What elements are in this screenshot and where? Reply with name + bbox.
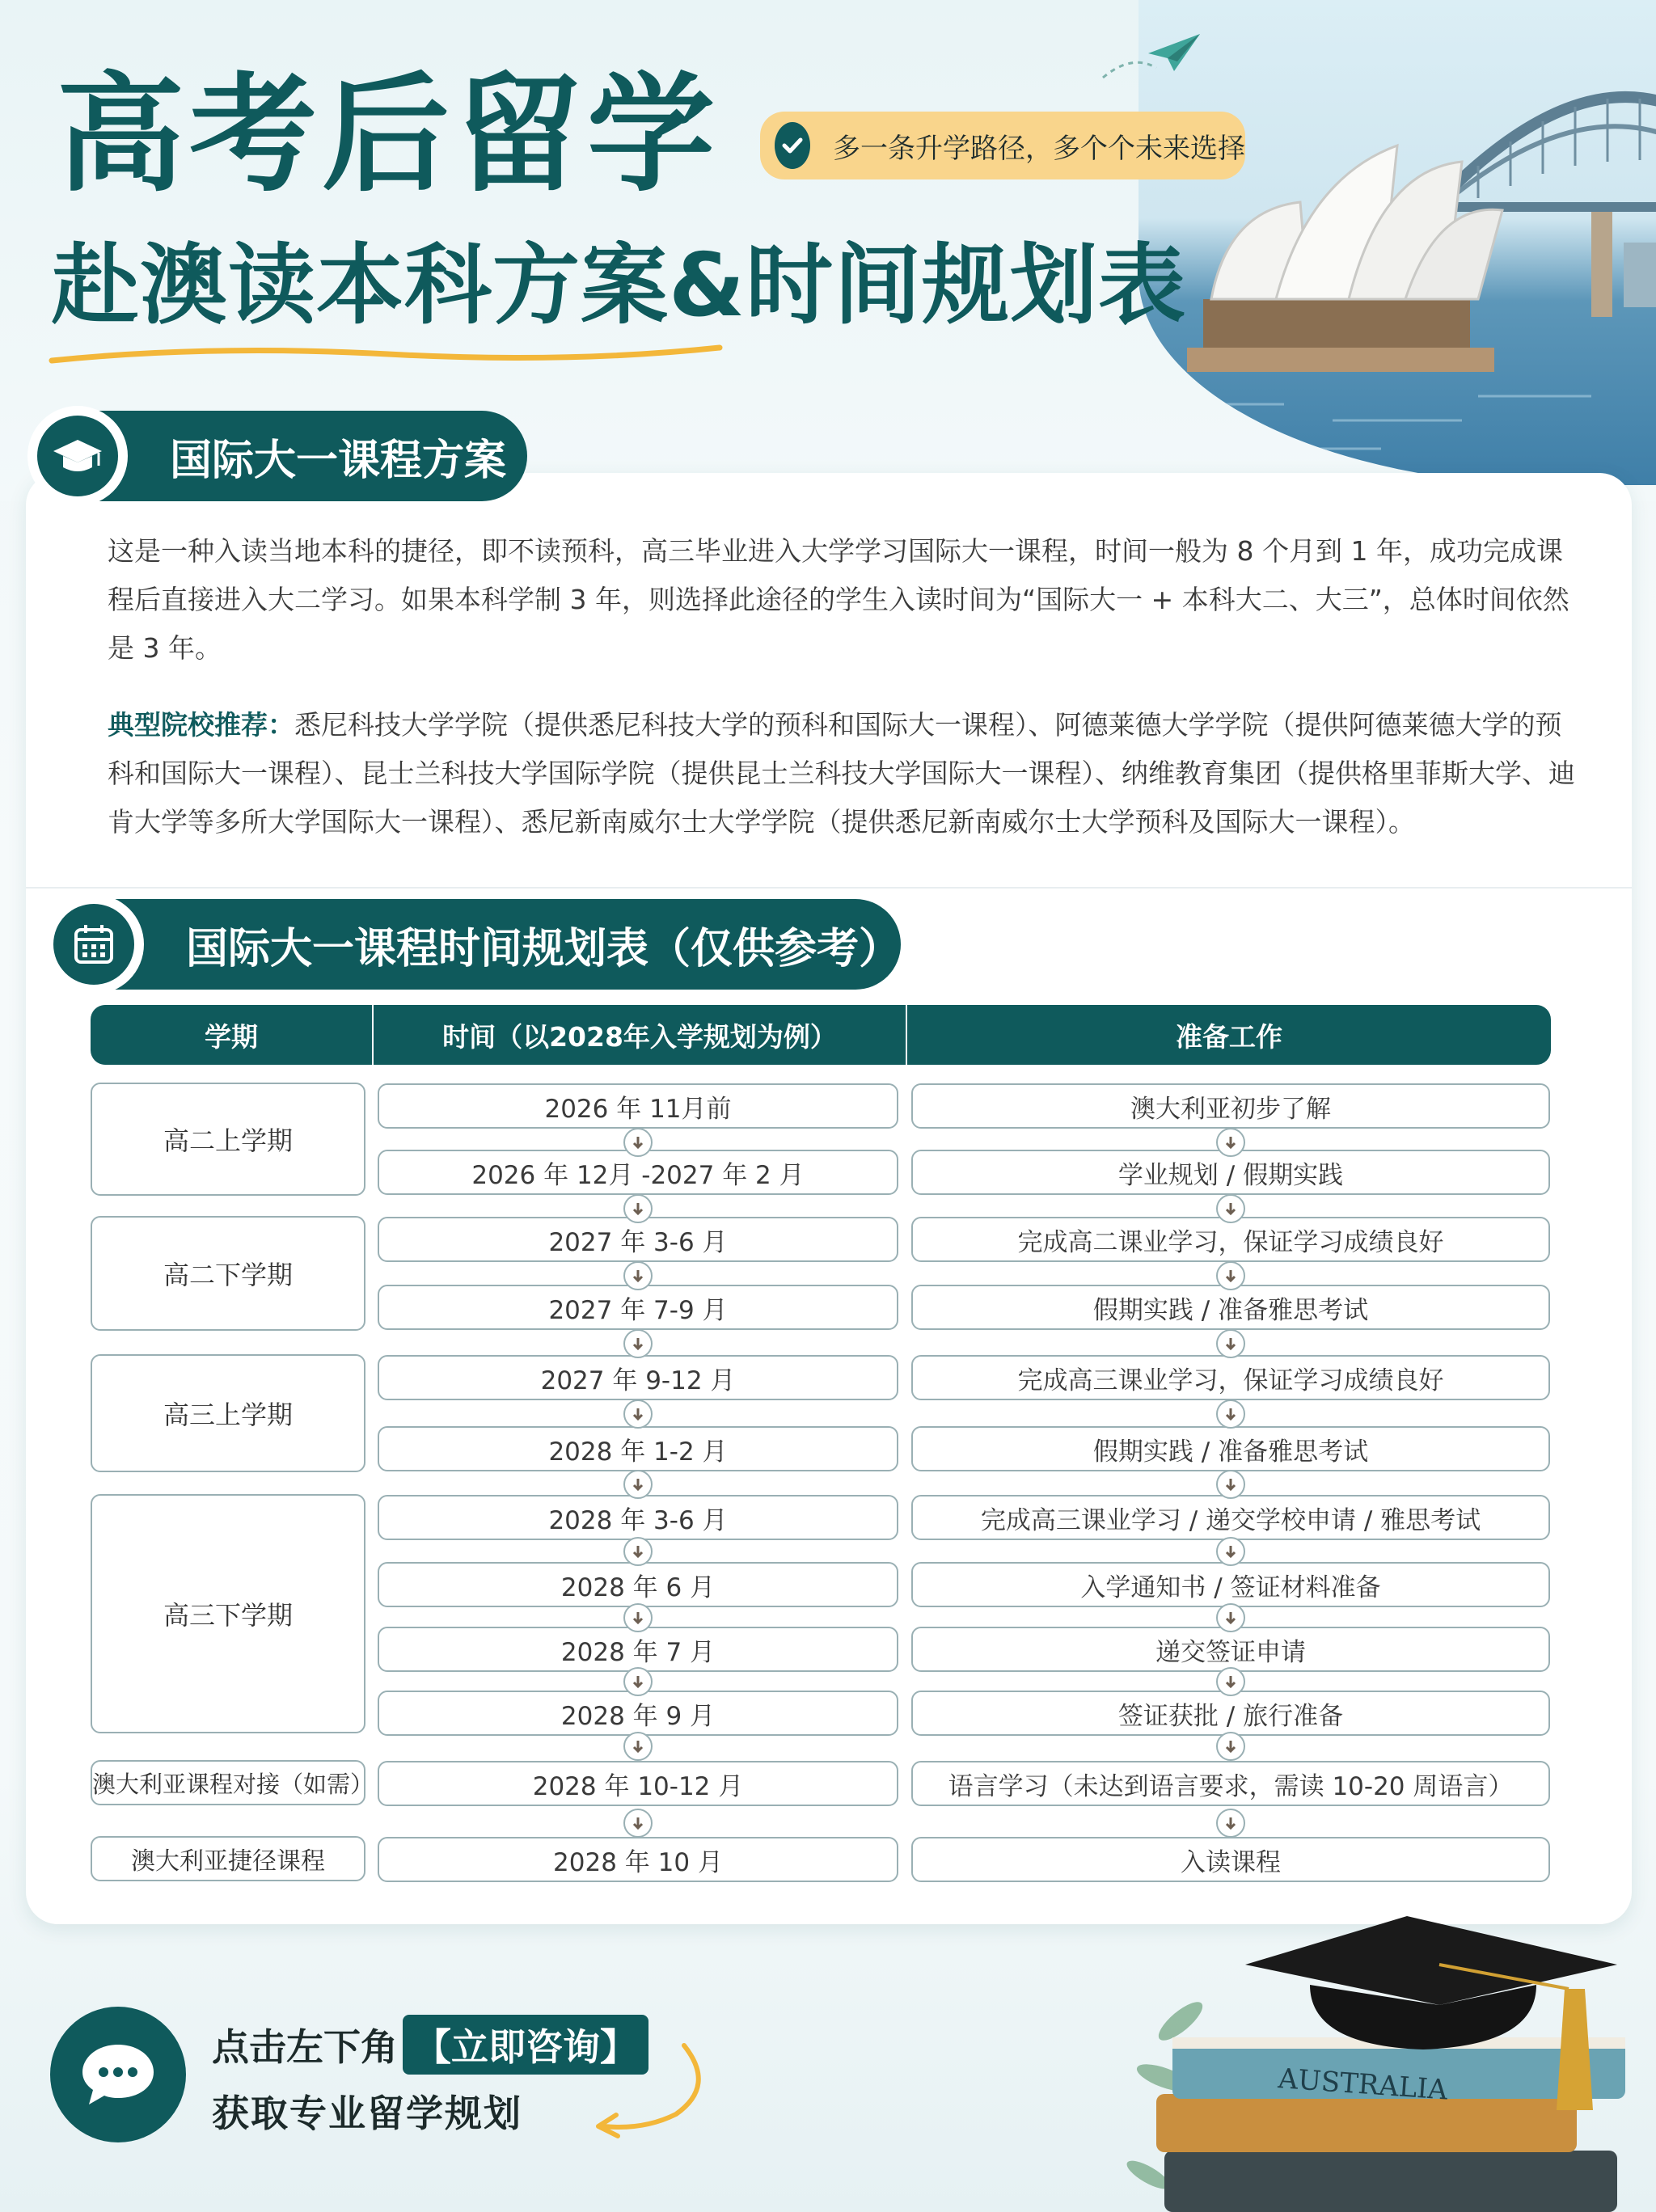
book-spine-text: AUSTRALIA (1277, 2062, 1449, 2107)
time-cell: 2026 年 11月前 (378, 1083, 898, 1129)
arrow-down-icon (1216, 1194, 1245, 1223)
arrow-down-icon (1216, 1603, 1245, 1632)
section-heading-text: 国际大一课程时间规划表（仅供参考） (186, 924, 902, 973)
cta-line-1 (212, 2015, 648, 2075)
chat-icon[interactable] (50, 2007, 186, 2142)
arrow-down-icon (623, 1603, 653, 1632)
prep-cell: 完成高二课业学习，保证学习成绩良好 (911, 1217, 1550, 1262)
arrow-down-icon (1216, 1128, 1245, 1157)
prep-cell: 假期实践 / 准备雅思考试 (911, 1426, 1550, 1471)
arrow-down-icon (1216, 1329, 1245, 1358)
paper-plane-icon (1100, 29, 1205, 86)
prep-cell: 入学通知书 / 签证材料准备 (911, 1562, 1550, 1607)
arrow-down-icon (623, 1470, 653, 1499)
divider (26, 887, 1632, 889)
page-subtitle: 赴澳读本科方案&时间规划表 (52, 235, 1187, 336)
time-cell: 2028 年 7 月 (378, 1627, 898, 1672)
time-cell: 2027 年 3-6 月 (378, 1217, 898, 1262)
calendar-icon (53, 904, 134, 985)
arrow-down-icon (1216, 1537, 1245, 1566)
time-cell: 2027 年 7-9 月 (378, 1285, 898, 1330)
semester-cell: 高三下学期 (91, 1494, 365, 1733)
arrow-down-icon (623, 1261, 653, 1290)
books-graduation-cap-image (1116, 1908, 1656, 2212)
arrow-down-icon (623, 1399, 653, 1429)
cta-line-2: 获取专业留学规划 (212, 2092, 522, 2135)
semester-cell: 澳大利亚课程对接（如需） (91, 1760, 365, 1805)
curved-arrow-icon (587, 2037, 716, 2142)
recommend-label: 典型院校推荐： (108, 709, 294, 741)
prep-cell: 完成高三课业学习 / 递交学校申请 / 雅思考试 (911, 1495, 1550, 1540)
prep-cell: 澳大利亚初步了解 (911, 1083, 1550, 1129)
arrow-down-icon (1216, 1732, 1245, 1761)
time-cell: 2028 年 9 月 (378, 1691, 898, 1736)
section-heading-program (34, 411, 527, 501)
semester-cell: 高三上学期 (91, 1354, 365, 1472)
semester-cell: 高二下学期 (91, 1216, 365, 1331)
prep-cell: 签证获批 / 旅行准备 (911, 1691, 1550, 1736)
recommended-schools (108, 701, 1579, 846)
arrow-down-icon (623, 1809, 653, 1838)
semester-cell: 高二上学期 (91, 1083, 365, 1196)
arrow-down-icon (623, 1128, 653, 1157)
arrow-down-icon (1216, 1470, 1245, 1499)
arrow-down-icon (1216, 1261, 1245, 1290)
time-cell: 2028 年 10-12 月 (378, 1761, 898, 1806)
page-title: 高考后留学 (57, 61, 720, 209)
arrow-down-icon (1216, 1667, 1245, 1696)
time-cell: 2028 年 10 月 (378, 1837, 898, 1882)
program-description: 这是一种入读当地本科的捷径，即不读预科，高三毕业进入大学学习国际大一课程，时间一般为 8 个月到 1 年，成功完成课程后直接进入大二学习。如果本科学制 3 年，则选择此途径的学生入读时间为“国际大一 + 本科大二、大三”，总体时间依然是 3 年。 (108, 535, 1569, 664)
time-cell: 2026 年 12月 -2027 年 2 月 (378, 1150, 898, 1195)
arrow-down-icon (1216, 1809, 1245, 1838)
prep-cell: 入读课程 (911, 1837, 1550, 1882)
section-heading-timeline (50, 899, 901, 990)
arrow-down-icon (623, 1732, 653, 1761)
arrow-down-icon (623, 1667, 653, 1696)
badge (44, 894, 144, 994)
slogan-badge (760, 112, 1245, 179)
column-header-time: 时间（以2028年入学规划为例） (374, 1005, 906, 1065)
slogan-text: 多一条升学路径，多个个未来选择 (833, 132, 1245, 165)
prep-cell: 语言学习（未达到语言要求，需读 10-20 周语言） (911, 1761, 1550, 1806)
arrow-down-icon (623, 1537, 653, 1566)
prep-cell: 递交签证申请 (911, 1627, 1550, 1672)
prep-cell: 完成高三课业学习，保证学习成绩良好 (911, 1355, 1550, 1400)
time-cell: 2027 年 9-12 月 (378, 1355, 898, 1400)
section-heading-text: 国际大一课程方案 (170, 436, 507, 485)
recommend-text: 悉尼科技大学学院（提供悉尼科技大学的预科和国际大一课程）、阿德莱德大学学院（提供阿德莱德大学的预科和国际大一课程）、昆士兰科技大学国际学院（提供昆士兰科技大学国际大一课程）、纳维教育集团（提供格里菲斯大学、迪肯大学等多所大学国际大一课程）、悉尼新南威尔士大学学院（提供悉尼新南威尔士大学预科及国际大一课程）。 (108, 709, 1575, 838)
arrow-down-icon (623, 1329, 653, 1358)
time-cell: 2028 年 1-2 月 (378, 1426, 898, 1471)
column-header-semester: 学期 (91, 1005, 372, 1065)
check-icon (775, 122, 810, 169)
arrow-down-icon (1216, 1399, 1245, 1429)
underline-decoration (49, 340, 728, 372)
graduation-cap-icon (37, 416, 118, 496)
prep-cell: 假期实践 / 准备雅思考试 (911, 1285, 1550, 1330)
cta-prefix: 点击左下角 (212, 2025, 398, 2069)
arrow-down-icon (623, 1194, 653, 1223)
time-cell: 2028 年 3-6 月 (378, 1495, 898, 1540)
semester-cell: 澳大利亚捷径课程 (91, 1836, 365, 1881)
consult-now-button[interactable]: 【立即咨询】 (403, 2015, 648, 2075)
prep-cell: 学业规划 / 假期实践 (911, 1150, 1550, 1195)
badge (27, 406, 128, 506)
column-header-preparation: 准备工作 (907, 1005, 1551, 1065)
time-cell: 2028 年 6 月 (378, 1562, 898, 1607)
